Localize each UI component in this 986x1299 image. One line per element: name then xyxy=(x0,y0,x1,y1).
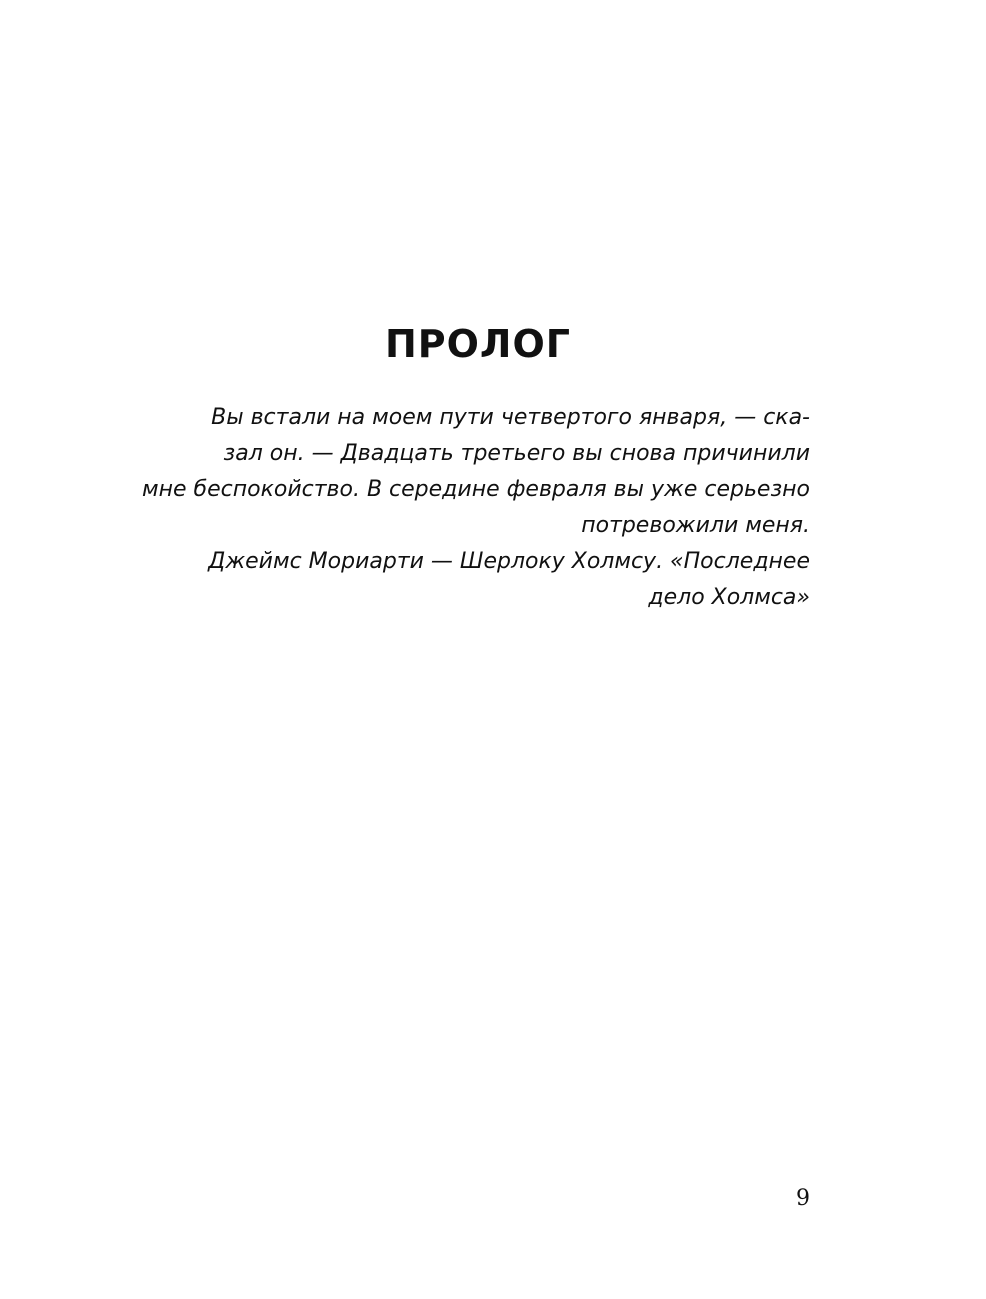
epigraph-line: мне беспокойство. В середине февраля вы уже серьезно xyxy=(142,477,810,502)
epigraph-line: потревожили меня. xyxy=(581,513,810,538)
chapter-title: ПРОЛОГ xyxy=(384,322,572,366)
epigraph-attribution-line: дело Холмса» xyxy=(648,585,810,610)
epigraph-line: Вы встали на моем пути четвертого января, — ска- xyxy=(211,405,810,430)
epigraph xyxy=(140,400,810,616)
epigraph-attribution-line: Джеймс Мориарти — Шерлоку Холмсу. «Последнее xyxy=(208,549,810,574)
epigraph-line: зал он. — Двадцать третьего вы снова причинили xyxy=(223,441,810,466)
page-number: 9 xyxy=(796,1186,810,1211)
